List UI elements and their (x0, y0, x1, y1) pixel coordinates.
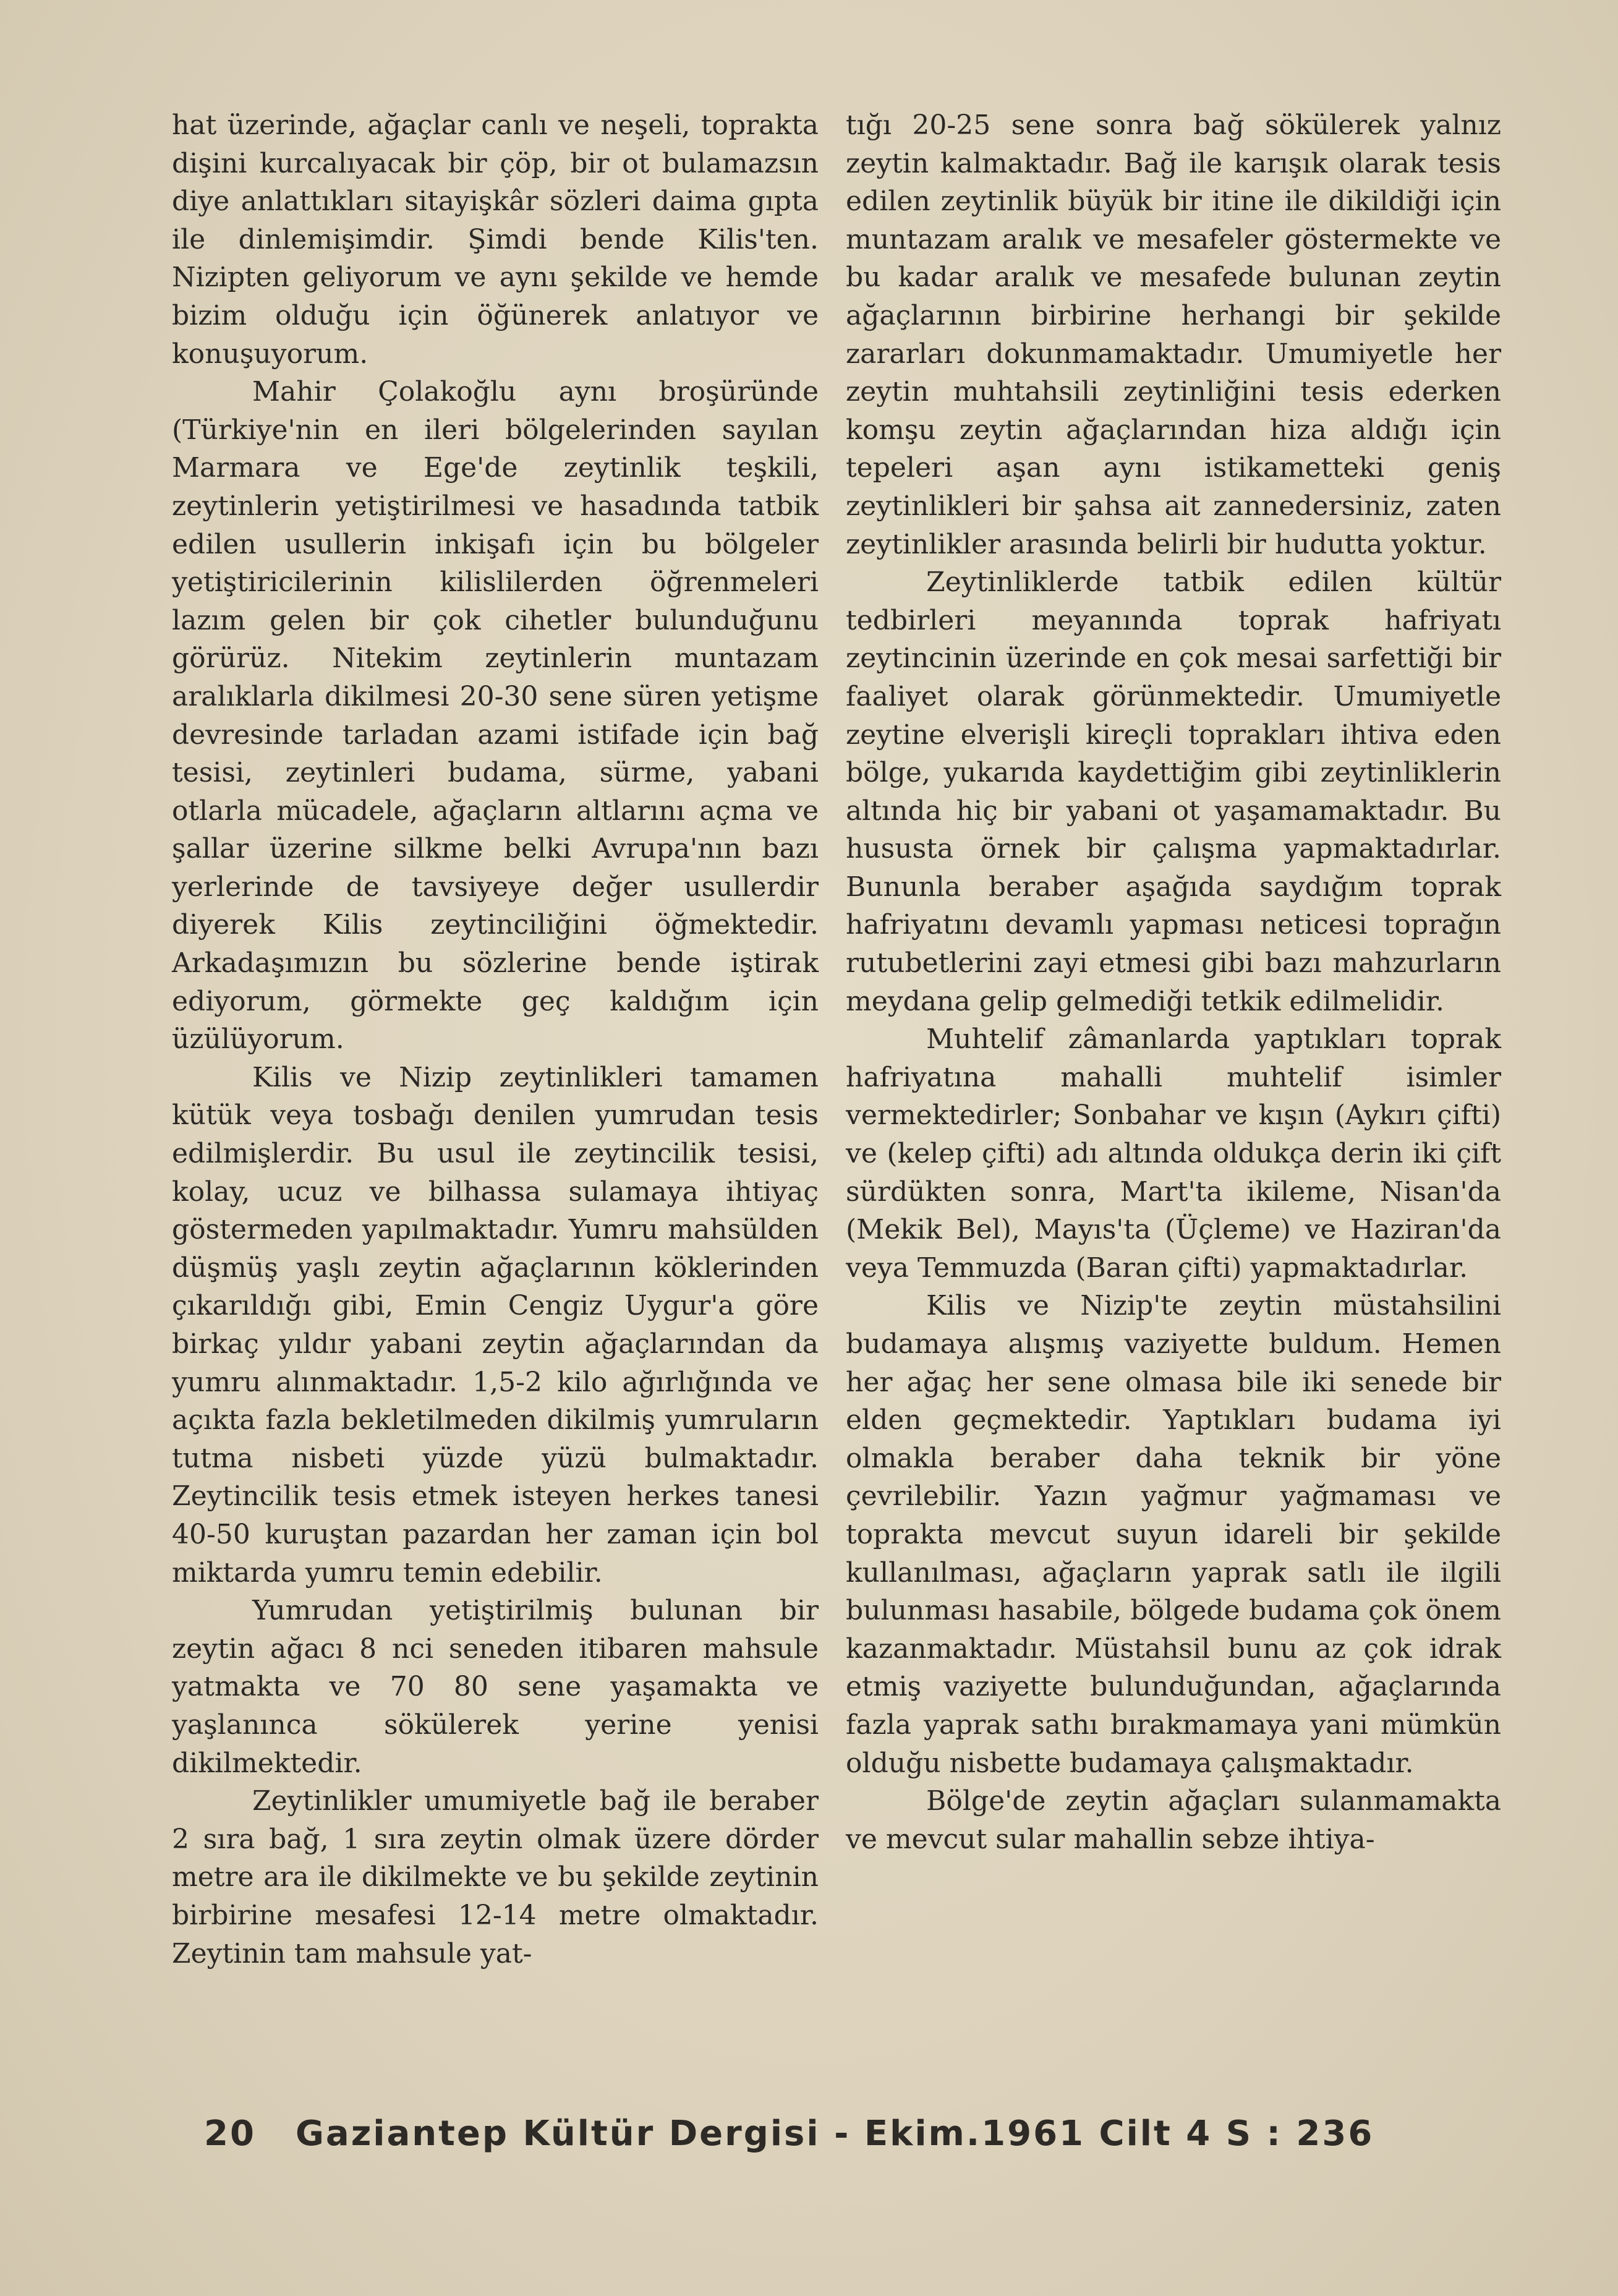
paragraph: tığı 20-25 sene sonra bağ sökülerek yalnız zeytin kalmaktadır. Bağ ile karışık olarak tesis edilen zeytinlik büyük bir itine ile dikildiği için muntazam aralık ve mesafeler göstermekte ve bu kadar aralık ve mesafede bulunan zeytin ağaçlarının birbirine herhangi bir şekilde zararları dokunmamaktadır. Umumiyetle her zeytin muhtahsili zeytinliğini tesis ederken komşu zeytin ağaçlarından hiza aldığı için tepeleri aşan aynı istikametteki geniş zeytinlikleri bir şahsa ait zannedersiniz, zaten zeytinlikler arasında belirli bir hudutta yoktur. (846, 109, 1501, 560)
right-column (846, 106, 1501, 1858)
page-footer (204, 2114, 1374, 2154)
paragraph: Bölge'de zeytin ağaçları sulanmamakta ve mevcut sular mahallin sebze ihtiya- (846, 1785, 1501, 1855)
paragraph: Yumrudan yetiştirilmiş bulunan bir zeytin ağacı 8 nci seneden itibaren mahsule yatmakta ve 70 80 sene yaşamakta ve yaşlanınca sökülerek yerine yenisi dikilmektedir. (172, 1595, 819, 1779)
paragraph: Mahir Çolakoğlu aynı broşüründe (Türkiye'nin en ileri bölgelerinden sayılan Marmara ve Ege'de zeytinlik teşkili, zeytinlerin yetiştirilmesi ve hasadında tatbik edilen usullerin inkişafı için bu bölgeler yetiştiricilerinin kilislilerden öğrenmeleri lazım gelen bir çok cihetler bulunduğunu görürüz. Nitekim zeytinlerin muntazam aralıklarla dikilmesi 20-30 sene süren yetişme devresinde tarladan azami istifade için bağ tesisi, zeytinleri budama, sürme, yabani otlarla mücadele, ağaçların altlarını açma ve şallar üzerine silkme belki Avrupa'nın bazı yerlerinde de tavsiyeye değer usullerdir diyerek Kilis zeytinciliğini öğmektedir. Arkadaşımızın bu sözlerine bende iştirak ediyorum, görmekte geç kaldığım için üzülüyorum. (172, 376, 819, 1056)
paragraph: Zeytinlikler umumiyetle bağ ile beraber 2 sıra bağ, 1 sıra zeytin olmak üzere dörder metre ara ile dikilmekte ve bu şekilde zeytinin birbirine mesafesi 12-14 metre olmaktadır. Zeytinin tam mahsule yat- (172, 1785, 819, 1970)
left-column (172, 106, 819, 1973)
journal-citation: Gaziantep Kültür Dergisi - Ekim.1961 Cilt 4 S : 236 (295, 2114, 1374, 2154)
paragraph: Kilis ve Nizip zeytinlikleri tamamen kütük veya tosbağı denilen yumrudan tesis edilmişlerdir. Bu usul ile zeytincilik tesisi, kolay, ucuz ve bilhassa sulamaya ihtiyaç göstermeden yapılmaktadır. Yumru mahsülden düşmüş yaşlı zeytin ağaçlarının köklerinden çıkarıldığı gibi, Emin Cengiz Uygur'a göre birkaç yıldır yabani zeytin ağaçlarından da yumru alınmaktadır. 1,5-2 kilo ağırlığında ve açıkta fazla bekletilmeden dikilmiş yumruların tutma nisbeti yüzde yüzü bulmaktadır. Zeytincilik tesis etmek isteyen herkes tanesi 40-50 kuruştan pazardan her zaman için bol miktarda yumru temin edebilir. (172, 1061, 819, 1589)
paragraph: Kilis ve Nizip'te zeytin müstahsilini budamaya alışmış vaziyette buldum. Hemen her ağaç her sene olmasa bile iki senede bir elden geçmektedir. Yaptıkları budama iyi olmakla beraber daha teknik bir yöne çevrilebilir. Yazın yağmur yağmaması ve toprakta mevcut suyun idareli bir şekilde kullanılması, ağaçların yaprak satlı ile ilgili bulunması hasabile, bölgede budama çok önem kazanmaktadır. Müstahsil bunu az çok idrak etmiş vaziyette bulunduğundan, ağaçlarında fazla yaprak sathı bırakmamaya yani mümkün olduğu nisbette budamaya çalışmaktadır. (846, 1290, 1501, 1779)
paragraph: Muhtelif zâmanlarda yaptıkları toprak hafriyatına mahalli muhtelif isimler vermektedirler; Sonbahar ve kışın (Aykırı çifti) ve (kelep çifti) adı altında oldukça derin iki çift sürdükten sonra, Mart'ta ikileme, Nisan'da (Mekik Bel), Mayıs'ta (Üçleme) ve Haziran'da veya Temmuzda (Baran çifti) yapmaktadırlar. (846, 1023, 1501, 1284)
paragraph: Zeytinliklerde tatbik edilen kültür tedbirleri meyanında toprak hafriyatı zeytincinin üzerinde en çok mesai sarfettiği bir faaliyet olarak görünmektedir. Umumiyetle zeytine elverişli kireçli toprakları ihtiva eden bölge, yukarıda kaydettiğim gibi zeytinliklerin altında hiç bir yabani ot yaşamamaktadır. Bu hususta örnek bir çalışma yapmaktadırlar. Bununla beraber aşağıda saydığım toprak hafriyatını devamlı yapması neticesi toprağın rutubetlerini zayi etmesi gibi bazı mahzurların meydana gelip gelmediği tetkik edilmelidir. (846, 566, 1501, 1017)
page-number: 20 (204, 2114, 256, 2154)
paragraph: hat üzerinde, ağaçlar canlı ve neşeli, toprakta dişini kurcalıyacak bir çöp, bir ot bulamazsın diye anlattıkları sitayişkâr sözleri daima gıpta ile dinlemişimdir. Şimdi bende Kilis'ten. Nizipten geliyorum ve aynı şekilde ve hemde bizim olduğu için öğünerek anlatıyor ve konuşuyorum. (172, 109, 819, 370)
